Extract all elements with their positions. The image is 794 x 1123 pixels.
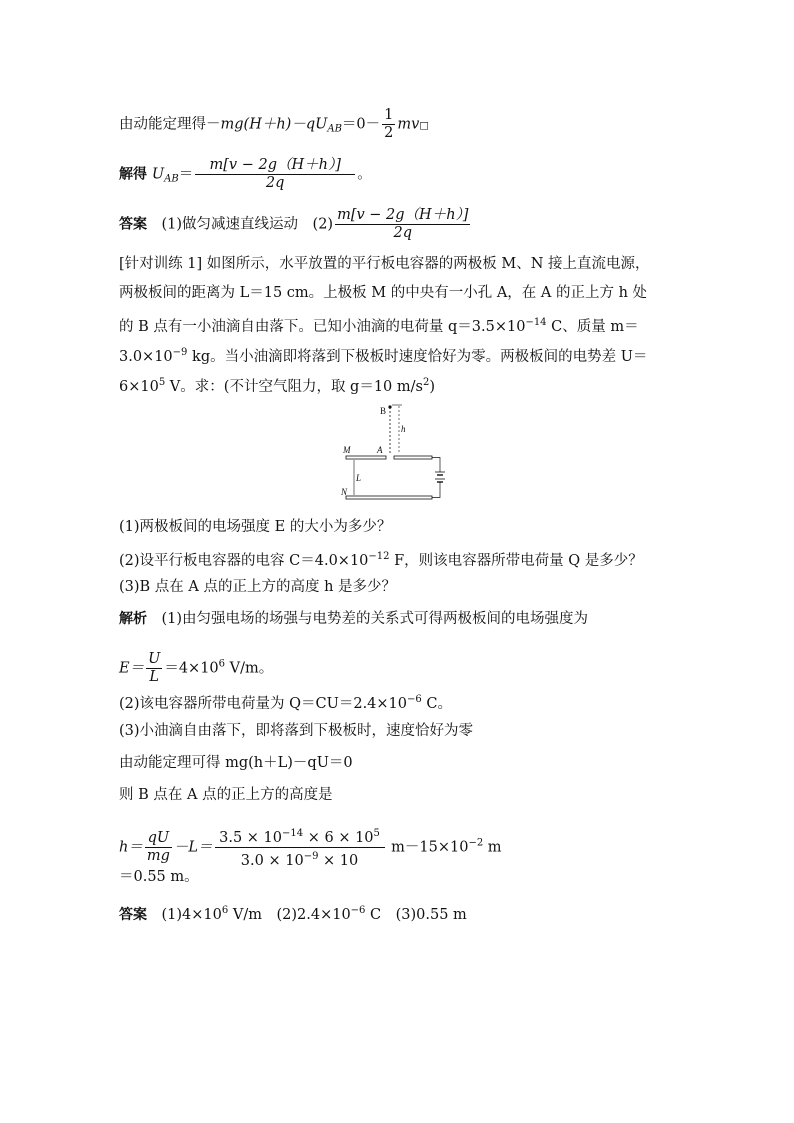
answer-fraction: $\frac{m[v - 2g(H+h)]}{2q}$ [337, 207, 469, 241]
energy-tail: ＝0－ [341, 116, 381, 133]
half-fraction: $\frac{1}{2}$ [384, 107, 394, 141]
mv-term: mv [397, 116, 420, 133]
energy-prefix: 由动能定理得－ [119, 116, 221, 133]
label-l: L [356, 473, 362, 483]
question-2: (2)设平行板电容器的电容 $C=4.0\times 10^{-12}$ F，则该电容器所带电荷量 Q 是多少？ [119, 551, 643, 569]
wire-bottom [432, 482, 440, 498]
subscript-ab: AB [327, 123, 342, 135]
capacitor-diagram [340, 402, 460, 506]
energy-theorem-line [119, 107, 429, 142]
top-plate-left [346, 456, 386, 459]
training-line-2: 两极板间的距离为 L＝15 cm。上极板 M 的中央有一小孔 A，在 A 的正上方 h 处 [119, 285, 648, 301]
analysis-line-6: 则 B 点在 A 点的正上方的高度是 [119, 787, 333, 803]
top-plate-right [394, 456, 432, 459]
answer-line-2: 答案 $(1)4\times 10^6$ V/m $(2)2.4\times 10^{-6}$ C (3)0.55 m [119, 905, 467, 923]
e-field-equation: E＝ $\frac{U}{L}$ $=4\times 10^6$ V/m。 [119, 651, 274, 685]
wire-top [432, 458, 440, 473]
answer-label: 答案 [119, 216, 147, 233]
analysis-line-4: (3)小油滴自由落下，即将落到下极板时，速度恰好为零 [119, 723, 474, 739]
question-3: (3)B 点在 A 点的正上方的高度 h 是多少？ [119, 579, 397, 595]
analysis-label: 解析 [119, 611, 147, 627]
solve-uab-line: 解得 $U_{AB}=$ $\frac{m[v - 2g(H+h)]}{2q}$ 。 [119, 157, 372, 191]
analysis-line-1: 解析 (1)由匀强电场的场强与电势差的关系式可得两极板间的电场强度为 [119, 611, 589, 627]
label-b: B [380, 406, 387, 416]
u-over-l-fraction: $\frac{U}{L}$ [148, 651, 161, 685]
answer-line-1: 答案 (1)做匀减速直线运动 (2) $\frac{m[v - 2g(H+h)]}{2q}$ [119, 207, 469, 241]
analysis-line-5: 由动能定理可得 mg(h＋L)－qU＝0 [119, 755, 353, 771]
question-1: (1)两极板间的电场强度 E 的大小为多少？ [119, 519, 392, 535]
answer-label-2: 答案 [119, 907, 147, 923]
label-h: h [401, 424, 406, 434]
uab-fraction: $\frac{m[v - 2g(H+h)]}{2q}$ [195, 157, 355, 192]
label-n: N [341, 487, 348, 497]
label-a: A [377, 445, 383, 455]
energy-expr: mg(H＋h)－qU [220, 116, 328, 133]
label-m: M [343, 445, 351, 455]
training-line-3: 的 B 点有一小油滴自由落下。已知小油滴的电荷量 $q=3.5\times 10^{-14}$ C、质量 m＝ [119, 317, 639, 335]
analysis-result: ＝0.55 m。 [119, 869, 199, 885]
training-line-1: [针对训练 1] 如图所示，水平放置的平行板电容器的两极板 M、N 接上直流电源， [119, 256, 650, 272]
bottom-plate [346, 496, 432, 499]
training-line-5: $6\times 10^5$ V。求：(不计空气阻力，取 g＝10 $m/s^2$) [119, 377, 436, 395]
analysis-line-3: (2)该电容器所带电荷量为 $Q=CU=2.4\times 10^{-6}$ C。 [119, 694, 452, 712]
training-line-4: $3.0\times 10^{-9}$ kg。当小油滴即将落到下极板时速度恰好为零。两极板间的电势差 U＝ [119, 347, 648, 365]
height-equation: h＝ $\frac{qU}{mg}$ －L＝ $\frac{3.5 \times 10^{-14} \times 6 \times 10^5}{3.0 \times 10^{-9} \times 10}$ $m-15\times 10^{-2}$ m [119, 825, 502, 870]
numeric-fraction: $\frac{3.5 \times 10^{-14} \times 6 \times 10^5}{3.0 \times 10^{-9} \times 10}$ [215, 825, 385, 870]
end-mark: □ [419, 120, 429, 132]
qu-over-mg-fraction: $\frac{qU}{mg}$ [146, 830, 170, 864]
solve-label: 解得 [119, 166, 152, 183]
